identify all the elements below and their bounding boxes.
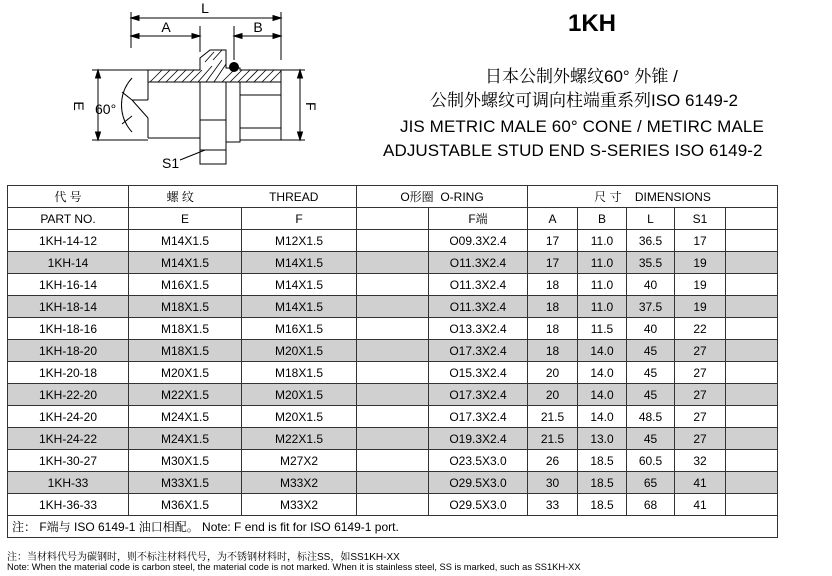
thread-e-cell: M36X1.5 bbox=[129, 494, 242, 516]
dim-a-cell: 20 bbox=[528, 362, 578, 384]
thread-e-cell: M18X1.5 bbox=[129, 340, 242, 362]
oring-f-cell: O19.3X2.4 bbox=[429, 428, 528, 450]
oring-f-cell: O13.3X2.4 bbox=[429, 318, 528, 340]
dim-l-cell: 48.5 bbox=[627, 406, 675, 428]
thread-f-cell: M16X1.5 bbox=[242, 318, 357, 340]
dim-blank-cell bbox=[726, 340, 778, 362]
dim-blank bbox=[726, 208, 778, 230]
dim-s1-cell: 19 bbox=[675, 274, 726, 296]
dim-s1-cell: 27 bbox=[675, 340, 726, 362]
dim-b-cell: 11.0 bbox=[578, 296, 627, 318]
thread-e-cell: M24X1.5 bbox=[129, 428, 242, 450]
oring-f-cell: O23.5X3.0 bbox=[429, 450, 528, 472]
dim-b-cell: 18.5 bbox=[578, 472, 627, 494]
dim-b-cell: 14.0 bbox=[578, 340, 627, 362]
part-no-cell: 1KH-24-22 bbox=[8, 428, 129, 450]
table-row bbox=[8, 362, 778, 384]
dim-s1-cell: 27 bbox=[675, 406, 726, 428]
dim-l-cell: 60.5 bbox=[627, 450, 675, 472]
table-row bbox=[8, 384, 778, 406]
oring-f-cell: O11.3X2.4 bbox=[429, 274, 528, 296]
thread-header-en: THREAD bbox=[269, 189, 319, 204]
part-no-cell: 1KH-33 bbox=[8, 472, 129, 494]
oring-blank-cell bbox=[357, 252, 429, 274]
dim-b-cell: 14.0 bbox=[578, 384, 627, 406]
dim-l-cell: 37.5 bbox=[627, 296, 675, 318]
table-row bbox=[8, 318, 778, 340]
part-no-cell: 1KH-18-16 bbox=[8, 318, 129, 340]
thread-e-cell: M30X1.5 bbox=[129, 450, 242, 472]
thread-e-cell: M14X1.5 bbox=[129, 252, 242, 274]
dim-blank-cell bbox=[726, 494, 778, 516]
oring-header bbox=[357, 186, 528, 208]
angle-label: 60° bbox=[95, 101, 117, 117]
part-no-cell: 1KH-24-20 bbox=[8, 406, 129, 428]
dim-a-cell: 17 bbox=[528, 230, 578, 252]
thread-f-cell: M14X1.5 bbox=[242, 274, 357, 296]
table-row bbox=[8, 340, 778, 362]
footnote-en: Note: When the material code is carbon steel, the material code is not marked. When it is stainless steel, SS is marked, such as SS1KH-XX bbox=[7, 562, 581, 572]
dim-blank-cell bbox=[726, 362, 778, 384]
dim-l-cell: 45 bbox=[627, 340, 675, 362]
thread-e-cell: M24X1.5 bbox=[129, 406, 242, 428]
dim-s1-cell: 27 bbox=[675, 428, 726, 450]
part-no-cell: 1KH-22-20 bbox=[8, 384, 129, 406]
dim-F-label: F bbox=[303, 102, 319, 111]
thread-e-cell: M33X1.5 bbox=[129, 472, 242, 494]
dim-l-cell: 45 bbox=[627, 384, 675, 406]
oring-f-cell: O09.3X2.4 bbox=[429, 230, 528, 252]
dim-b-cell: 11.0 bbox=[578, 230, 627, 252]
col-F-header: F bbox=[242, 208, 357, 230]
dim-A-label: A bbox=[161, 19, 171, 35]
dim-l-cell: 68 bbox=[627, 494, 675, 516]
subtitle-cn-2: 公制外螺纹可调向柱端重系列ISO 6149-2 bbox=[430, 91, 738, 110]
dim-a-cell: 20 bbox=[528, 384, 578, 406]
dim-blank-cell bbox=[726, 230, 778, 252]
col-S1-header: S1 bbox=[675, 208, 726, 230]
table-row bbox=[8, 252, 778, 274]
dim-b-cell: 11.0 bbox=[578, 252, 627, 274]
dim-b-cell: 11.5 bbox=[578, 318, 627, 340]
dim-blank-cell bbox=[726, 296, 778, 318]
part-no-cell: 1KH-14 bbox=[8, 252, 129, 274]
thread-f-cell: M27X2 bbox=[242, 450, 357, 472]
oring-blank-cell bbox=[357, 406, 429, 428]
table-note: 注： F端与 ISO 6149-1 油口相配。 Note: F end is fit for ISO 6149-1 port. bbox=[8, 516, 778, 538]
dim-b-cell: 18.5 bbox=[578, 494, 627, 516]
oring-f-cell: O11.3X2.4 bbox=[429, 252, 528, 274]
dim-a-cell: 21.5 bbox=[528, 406, 578, 428]
thread-header-cn: 螺 纹 bbox=[166, 190, 194, 204]
dim-l-cell: 40 bbox=[627, 318, 675, 340]
oring-blank bbox=[357, 208, 429, 230]
dim-a-cell: 18 bbox=[528, 340, 578, 362]
oring-header-en: O-RING bbox=[440, 190, 484, 204]
thread-e-cell: M16X1.5 bbox=[129, 274, 242, 296]
oring-f-cell: O29.5X3.0 bbox=[429, 472, 528, 494]
oring-blank-cell bbox=[357, 362, 429, 384]
oring-f-cell: O17.3X2.4 bbox=[429, 384, 528, 406]
dim-s1-cell: 19 bbox=[675, 296, 726, 318]
dim-b-cell: 13.0 bbox=[578, 428, 627, 450]
thread-f-cell: M14X1.5 bbox=[242, 296, 357, 318]
oring-blank-cell bbox=[357, 318, 429, 340]
dim-blank-cell bbox=[726, 472, 778, 494]
oring-blank-cell bbox=[357, 340, 429, 362]
table-row bbox=[8, 406, 778, 428]
table-row bbox=[8, 274, 778, 296]
part-no-cell: 1KH-30-27 bbox=[8, 450, 129, 472]
dim-a-cell: 26 bbox=[528, 450, 578, 472]
oring-blank-cell bbox=[357, 274, 429, 296]
part-header-en: PART NO. bbox=[8, 208, 129, 230]
product-title: 1KH bbox=[568, 10, 617, 37]
oring-blank-cell bbox=[357, 296, 429, 318]
thread-f-cell: M20X1.5 bbox=[242, 384, 357, 406]
thread-f-cell: M12X1.5 bbox=[242, 230, 357, 252]
dim-a-cell: 18 bbox=[528, 274, 578, 296]
oring-header-cn: O形圈 bbox=[400, 190, 434, 204]
dim-b-cell: 18.5 bbox=[578, 450, 627, 472]
oring-blank-cell bbox=[357, 384, 429, 406]
dim-a-cell: 30 bbox=[528, 472, 578, 494]
thread-f-cell: M33X2 bbox=[242, 494, 357, 516]
oring-f-cell: O11.3X2.4 bbox=[429, 296, 528, 318]
thread-header bbox=[129, 186, 357, 208]
dim-a-cell: 17 bbox=[528, 252, 578, 274]
thread-f-cell: M22X1.5 bbox=[242, 428, 357, 450]
footnote-cn: 注：当材料代号为碳钢时，则不标注材料代号，为不锈钢材料时，标注SS，如SS1KH-XX bbox=[7, 552, 400, 563]
dim-S1-label: S1 bbox=[162, 155, 180, 171]
part-no-cell: 1KH-18-20 bbox=[8, 340, 129, 362]
dim-s1-cell: 27 bbox=[675, 384, 726, 406]
dim-blank-cell bbox=[726, 274, 778, 296]
oring-blank-cell bbox=[357, 428, 429, 450]
dim-s1-cell: 41 bbox=[675, 472, 726, 494]
thread-e-cell: M22X1.5 bbox=[129, 384, 242, 406]
oring-blank-cell bbox=[357, 230, 429, 252]
thread-f-cell: M20X1.5 bbox=[242, 406, 357, 428]
thread-e-cell: M14X1.5 bbox=[129, 230, 242, 252]
dim-s1-cell: 32 bbox=[675, 450, 726, 472]
oring-f-cell: O29.5X3.0 bbox=[429, 494, 528, 516]
dim-header-cn: 尺 寸 bbox=[594, 190, 622, 204]
oring-blank-cell bbox=[357, 450, 429, 472]
part-no-cell: 1KH-36-33 bbox=[8, 494, 129, 516]
dim-b-cell: 14.0 bbox=[578, 362, 627, 384]
part-no-cell: 1KH-20-18 bbox=[8, 362, 129, 384]
dim-s1-cell: 17 bbox=[675, 230, 726, 252]
table-row bbox=[8, 296, 778, 318]
thread-f-cell: M20X1.5 bbox=[242, 340, 357, 362]
table-row bbox=[8, 494, 778, 516]
dim-l-cell: 65 bbox=[627, 472, 675, 494]
oring-blank-cell bbox=[357, 472, 429, 494]
dim-a-cell: 21.5 bbox=[528, 428, 578, 450]
dim-a-cell: 18 bbox=[528, 296, 578, 318]
table-row bbox=[8, 428, 778, 450]
thread-f-cell: M18X1.5 bbox=[242, 362, 357, 384]
fitting-drawing bbox=[0, 0, 380, 185]
thread-e-cell: M20X1.5 bbox=[129, 362, 242, 384]
dim-s1-cell: 27 bbox=[675, 362, 726, 384]
subtitle-en-1: JIS METRIC MALE 60° CONE / METIRC MALE bbox=[400, 117, 764, 136]
dim-L-label: L bbox=[201, 0, 209, 16]
table-row bbox=[8, 472, 778, 494]
oring-blank-cell bbox=[357, 494, 429, 516]
dim-s1-cell: 19 bbox=[675, 252, 726, 274]
thread-e-cell: M18X1.5 bbox=[129, 296, 242, 318]
part-no-cell: 1KH-14-12 bbox=[8, 230, 129, 252]
dim-blank-cell bbox=[726, 406, 778, 428]
table-row bbox=[8, 230, 778, 252]
oring-f-cell: O17.3X2.4 bbox=[429, 406, 528, 428]
part-no-cell: 1KH-16-14 bbox=[8, 274, 129, 296]
dim-l-cell: 35.5 bbox=[627, 252, 675, 274]
thread-f-cell: M33X2 bbox=[242, 472, 357, 494]
col-A-header: A bbox=[528, 208, 578, 230]
dim-blank-cell bbox=[726, 318, 778, 340]
dim-l-cell: 45 bbox=[627, 428, 675, 450]
dim-E-label: E bbox=[71, 101, 87, 111]
dim-header bbox=[528, 186, 778, 208]
dim-blank-cell bbox=[726, 252, 778, 274]
col-L-header: L bbox=[627, 208, 675, 230]
part-header-cn: 代 号 bbox=[8, 186, 129, 208]
table-row bbox=[8, 450, 778, 472]
col-E-header: E bbox=[129, 208, 242, 230]
dim-B-label: B bbox=[253, 19, 263, 35]
dim-l-cell: 45 bbox=[627, 362, 675, 384]
dimensions-table bbox=[7, 185, 778, 538]
dim-header-en: DIMENSIONS bbox=[634, 190, 711, 204]
dim-b-cell: 14.0 bbox=[578, 406, 627, 428]
col-Fend-header: F端 bbox=[429, 208, 528, 230]
subtitle-cn-1: 日本公制外螺纹60° 外锥 / bbox=[485, 67, 678, 86]
dim-a-cell: 18 bbox=[528, 318, 578, 340]
dim-s1-cell: 41 bbox=[675, 494, 726, 516]
dim-a-cell: 33 bbox=[528, 494, 578, 516]
thread-e-cell: M18X1.5 bbox=[129, 318, 242, 340]
oring-f-cell: O17.3X2.4 bbox=[429, 340, 528, 362]
dim-blank-cell bbox=[726, 428, 778, 450]
dim-l-cell: 36.5 bbox=[627, 230, 675, 252]
dim-b-cell: 11.0 bbox=[578, 274, 627, 296]
dim-l-cell: 40 bbox=[627, 274, 675, 296]
dim-s1-cell: 22 bbox=[675, 318, 726, 340]
thread-f-cell: M14X1.5 bbox=[242, 252, 357, 274]
subtitle-en-2: ADJUSTABLE STUD END S-SERIES ISO 6149-2 bbox=[383, 141, 763, 160]
dim-blank-cell bbox=[726, 450, 778, 472]
dim-blank-cell bbox=[726, 384, 778, 406]
oring-f-cell: O15.3X2.4 bbox=[429, 362, 528, 384]
col-B-header: B bbox=[578, 208, 627, 230]
part-no-cell: 1KH-18-14 bbox=[8, 296, 129, 318]
